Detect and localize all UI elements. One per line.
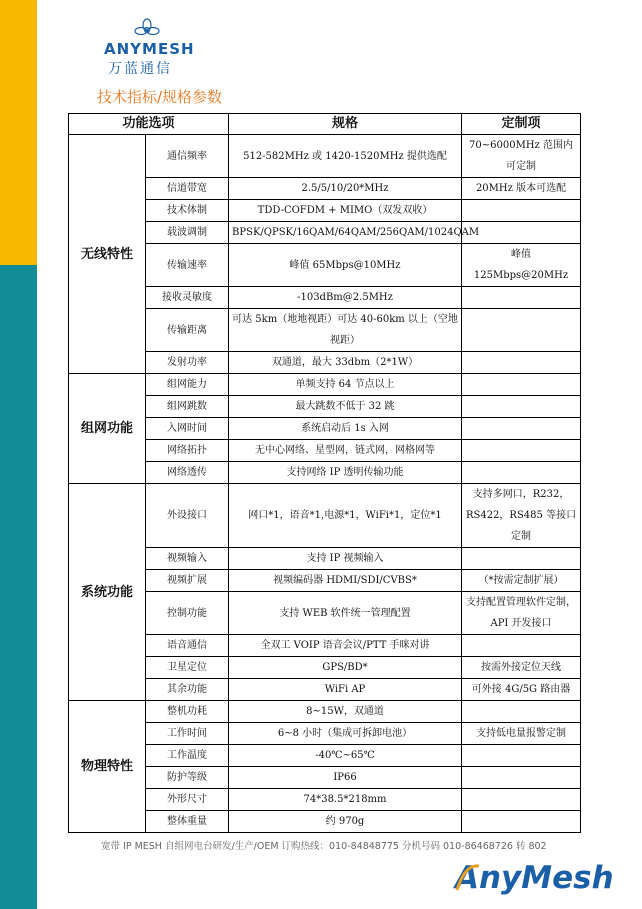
spec-cell: WiFi AP [229, 679, 462, 701]
table-row [69, 178, 581, 200]
item-cell: 视频扩展 [146, 570, 229, 592]
custom-cell [462, 767, 581, 789]
spec-cell: 全双工 VOIP 语音会议/PTT 手咪对讲 [229, 635, 462, 657]
spec-cell: IP66 [229, 767, 462, 789]
table-row [69, 309, 581, 352]
category-cell: 组网功能 [69, 374, 146, 484]
category-cell: 系统功能 [69, 484, 146, 701]
spec-cell: 网口*1，语音*1,电源*1，WiFi*1，定位*1 [229, 484, 462, 548]
spec-cell: -103dBm@2.5MHz [229, 287, 462, 309]
custom-cell: 支持低电量报警定制 [462, 723, 581, 745]
custom-cell: 可外接 4G/5G 路由器 [462, 679, 581, 701]
spec-cell: 视频编码器 HDMI/SDI/CVBS* [229, 570, 462, 592]
custom-cell [462, 418, 581, 440]
spec-cell: 6~8 小时（集成可拆卸电池） [229, 723, 462, 745]
table-row [69, 222, 581, 244]
left-accent-bar-yellow [0, 0, 37, 265]
spec-table-header-row [69, 114, 581, 135]
table-row [69, 548, 581, 570]
table-row [69, 287, 581, 309]
brand-swoosh-icon [453, 860, 483, 894]
table-row [69, 352, 581, 374]
item-cell: 其余功能 [146, 679, 229, 701]
spec-cell: 双通道，最大 33dbm（2*1W） [229, 352, 462, 374]
table-row [69, 811, 581, 833]
custom-cell [462, 745, 581, 767]
custom-cell [462, 635, 581, 657]
item-cell: 网络透传 [146, 462, 229, 484]
item-cell: 传输距离 [146, 309, 229, 352]
logo-chinese-name: 万蓝通信 [108, 61, 172, 77]
spec-cell: 2.5/5/10/20*MHz [229, 178, 462, 200]
table-row [69, 570, 581, 592]
custom-cell [462, 811, 581, 833]
item-cell: 通信频率 [146, 135, 229, 178]
table-row [69, 635, 581, 657]
table-row [69, 789, 581, 811]
table-row [69, 723, 581, 745]
item-cell: 传输速率 [146, 244, 229, 287]
brand-wordmark: AnyMesh [455, 860, 614, 896]
item-cell: 发射功率 [146, 352, 229, 374]
item-cell: 技术体制 [146, 200, 229, 222]
table-row [69, 592, 581, 635]
spec-cell: 单频支持 64 节点以上 [229, 374, 462, 396]
item-cell: 组网能力 [146, 374, 229, 396]
spec-cell: 支持网络 IP 透明传输功能 [229, 462, 462, 484]
header-custom: 定制项 [462, 114, 581, 135]
table-row [69, 440, 581, 462]
custom-cell: 70~6000MHz 范围内可定制 [462, 135, 581, 178]
custom-cell [462, 200, 581, 222]
logo-text: ANYMESH [104, 40, 195, 58]
table-row [69, 767, 581, 789]
custom-cell [462, 309, 581, 352]
spec-table [68, 113, 581, 833]
item-cell: 视频输入 [146, 548, 229, 570]
table-row [69, 745, 581, 767]
item-cell: 控制功能 [146, 592, 229, 635]
custom-cell [462, 440, 581, 462]
header-spec: 规格 [229, 114, 462, 135]
table-row [69, 657, 581, 679]
item-cell: 组网跳数 [146, 396, 229, 418]
custom-cell: 峰值 125Mbps@20MHz [462, 244, 581, 287]
spec-cell: 最大跳数不低于 32 跳 [229, 396, 462, 418]
table-row [69, 200, 581, 222]
table-row [69, 484, 581, 548]
table-row [69, 462, 581, 484]
company-logo [104, 18, 204, 78]
item-cell: 外形尺寸 [146, 789, 229, 811]
section-title: 技术指标/规格参数 [97, 88, 223, 106]
item-cell: 接收灵敏度 [146, 287, 229, 309]
spec-cell: 74*38.5*218mm [229, 789, 462, 811]
spec-cell: 支持 WEB 软件统一管理配置 [229, 592, 462, 635]
table-row [69, 701, 581, 723]
item-cell: 入网时间 [146, 418, 229, 440]
item-cell: 载波调制 [146, 222, 229, 244]
custom-cell [462, 374, 581, 396]
custom-cell: 支持多网口，R232，RS422，RS485 等接口定制 [462, 484, 581, 548]
item-cell: 外设接口 [146, 484, 229, 548]
custom-cell [462, 789, 581, 811]
spec-cell: 峰值 65Mbps@10MHz [229, 244, 462, 287]
custom-cell: 按需外接定位天线 [462, 657, 581, 679]
item-cell: 信道带宽 [146, 178, 229, 200]
spec-cell: 支持 IP 视频输入 [229, 548, 462, 570]
item-cell: 网络拓扑 [146, 440, 229, 462]
spec-cell: 8~15W，双通道 [229, 701, 462, 723]
table-row [69, 396, 581, 418]
table-row [69, 135, 581, 178]
brand-logo [455, 860, 614, 896]
item-cell: 工作温度 [146, 745, 229, 767]
custom-cell: 20MHz 版本可选配 [462, 178, 581, 200]
spec-cell: 无中心网络、星型网，链式网，网格网等 [229, 440, 462, 462]
spec-cell: GPS/BD* [229, 657, 462, 679]
table-row [69, 679, 581, 701]
spec-cell: BPSK/QPSK/16QAM/64QAM/256QAM/1024QAM [229, 222, 462, 244]
item-cell: 整机功耗 [146, 701, 229, 723]
item-cell: 工作时间 [146, 723, 229, 745]
custom-cell: （*按需定制扩展） [462, 570, 581, 592]
header-function: 功能选项 [69, 114, 229, 135]
category-cell: 无线特性 [69, 135, 146, 374]
footer-contact: 宽带 IP MESH 自组网电台研发/生产/OEM 订购热线：010-84848775 分机号码 010-86468726 转 802 [101, 841, 547, 852]
item-cell: 语音通信 [146, 635, 229, 657]
left-accent-bar-teal [0, 265, 37, 909]
item-cell: 卫星定位 [146, 657, 229, 679]
custom-cell [462, 701, 581, 723]
item-cell: 整体重量 [146, 811, 229, 833]
custom-cell [462, 222, 581, 244]
custom-cell [462, 548, 581, 570]
spec-cell: 系统启动后 1s 入网 [229, 418, 462, 440]
table-row [69, 374, 581, 396]
table-row [69, 244, 581, 287]
spec-cell: 约 970g [229, 811, 462, 833]
spec-cell: -40℃~65℃ [229, 745, 462, 767]
custom-cell [462, 396, 581, 418]
spec-table-body [69, 135, 581, 833]
spec-cell: TDD-COFDM + MIMO（双发双收） [229, 200, 462, 222]
custom-cell: 支持配置管理软件定制，API 开发接口 [462, 592, 581, 635]
spec-cell: 512-582MHz 或 1420-1520MHz 提供选配 [229, 135, 462, 178]
category-cell: 物理特性 [69, 701, 146, 833]
custom-cell [462, 287, 581, 309]
item-cell: 防护等级 [146, 767, 229, 789]
table-row [69, 418, 581, 440]
custom-cell [462, 462, 581, 484]
spec-cell: 可达 5km（地地视距）可达 40-60km 以上（空地视距） [229, 309, 462, 352]
logo-flower-icon [134, 18, 160, 40]
custom-cell [462, 352, 581, 374]
